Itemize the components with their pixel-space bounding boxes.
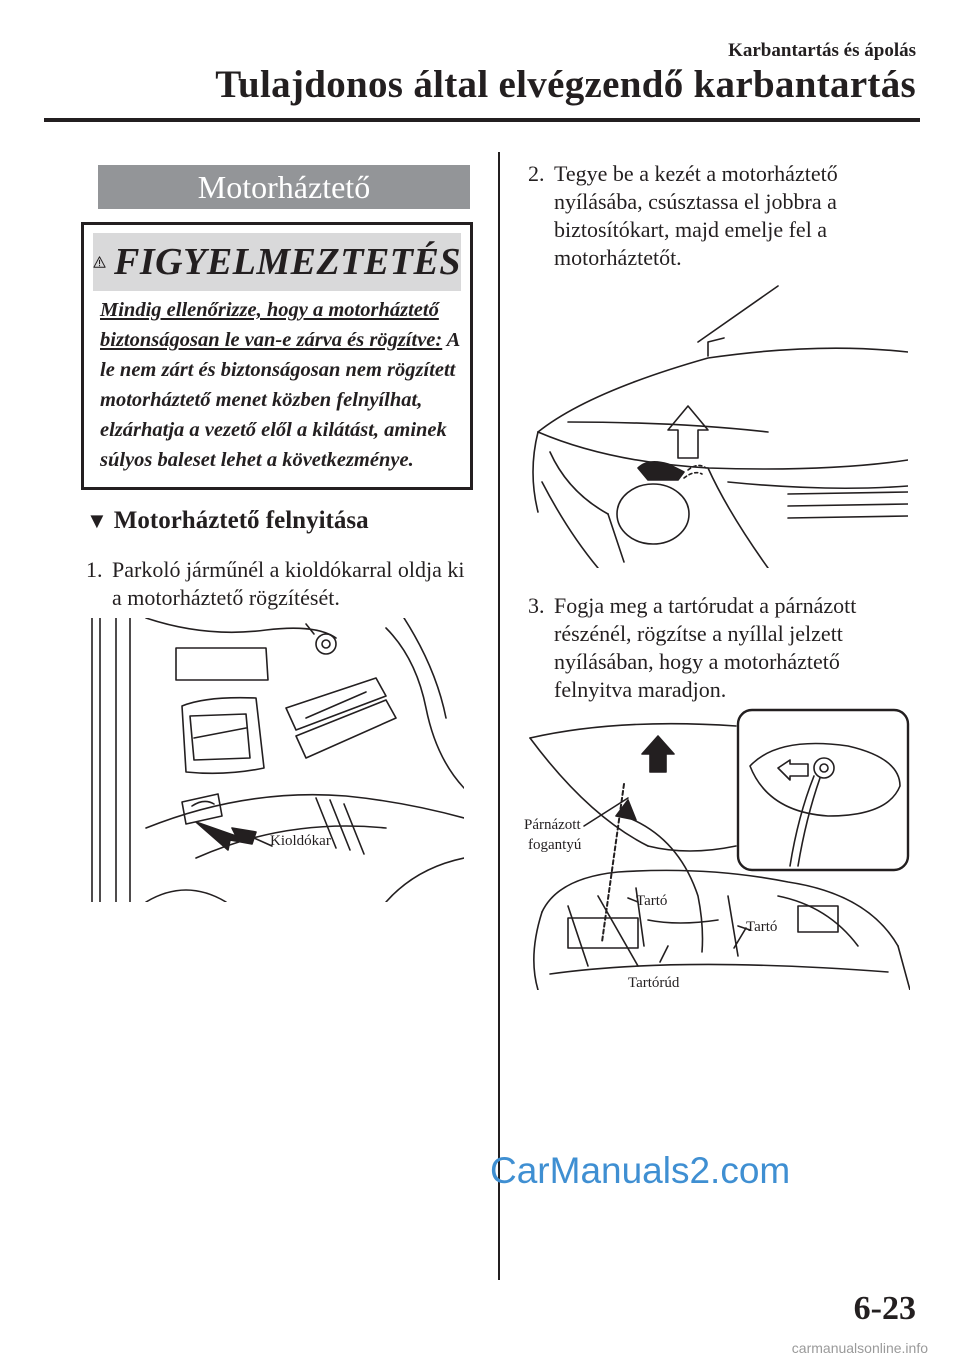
warning-box bbox=[81, 222, 473, 490]
section-title: Motorháztető bbox=[98, 165, 470, 209]
figure-prop-rod bbox=[524, 706, 910, 991]
step-number: 2. bbox=[528, 161, 545, 186]
warning-title: FIGYELMEZTETÉS bbox=[114, 241, 461, 283]
callout-clip-1: Tartó bbox=[636, 893, 668, 909]
warning-header bbox=[93, 233, 461, 291]
subheading-marker-icon: ▼ bbox=[86, 508, 108, 533]
callout-clip-2: Tartó bbox=[746, 919, 778, 935]
callout-prop-rod: Tartórúd bbox=[628, 975, 680, 991]
figure-open-hood bbox=[528, 282, 908, 568]
warning-triangle-icon bbox=[93, 248, 106, 276]
section-label: Karbantartás és ápolás bbox=[728, 40, 916, 61]
warning-underlined-text: Mindig ellenőrizze, hogy a motorháztető biztonságosan le van-e zárva és rögzítve: bbox=[100, 299, 443, 351]
callout-grip-line2: fogantyú bbox=[528, 837, 582, 853]
warning-text bbox=[100, 295, 462, 475]
watermark-footer: carmanualsonline.info bbox=[791, 1340, 928, 1356]
watermark-logo: CarManuals2.com bbox=[490, 1150, 791, 1191]
step-number: 3. bbox=[528, 593, 545, 618]
warning-body-text: A le nem zárt és biztonságosan nem rögzített motorháztető menet közben felnyílhat, elzárhatja a vezető elől a kilátást, aminek súlyos baleset lehet a következménye. bbox=[100, 329, 460, 471]
step-1 bbox=[86, 556, 476, 612]
step-text: Tegye be a kezét a motorháztető nyílásába, csúsztassa el jobbra a biztosítókart, majd emelje fel a motorháztetőt. bbox=[554, 161, 838, 270]
step-3 bbox=[528, 592, 908, 704]
page-number: 6-23 bbox=[853, 1290, 916, 1327]
subheading-title: Motorháztető felnyitása bbox=[113, 507, 369, 534]
step-number: 1. bbox=[86, 557, 103, 582]
step-text: Fogja meg a tartórudat a párnázott részénél, rögzítse a nyíllal jelzett nyílásában, hogy a motorháztető felnyitva maradjon. bbox=[554, 593, 857, 702]
column-divider bbox=[498, 152, 500, 1280]
step-2 bbox=[528, 160, 908, 272]
step-text: Parkoló járműnél a kioldókarral oldja ki a motorháztető rögzítését. bbox=[112, 557, 465, 610]
callout-grip-line1: Párnázott bbox=[524, 817, 581, 833]
header-rule bbox=[44, 118, 920, 122]
page-heading: Tulajdonos által elvégzendő karbantartás bbox=[215, 63, 916, 106]
subheading bbox=[86, 507, 369, 535]
figure-release-lever bbox=[86, 618, 464, 902]
callout-release-lever: Kioldókar bbox=[270, 833, 331, 849]
